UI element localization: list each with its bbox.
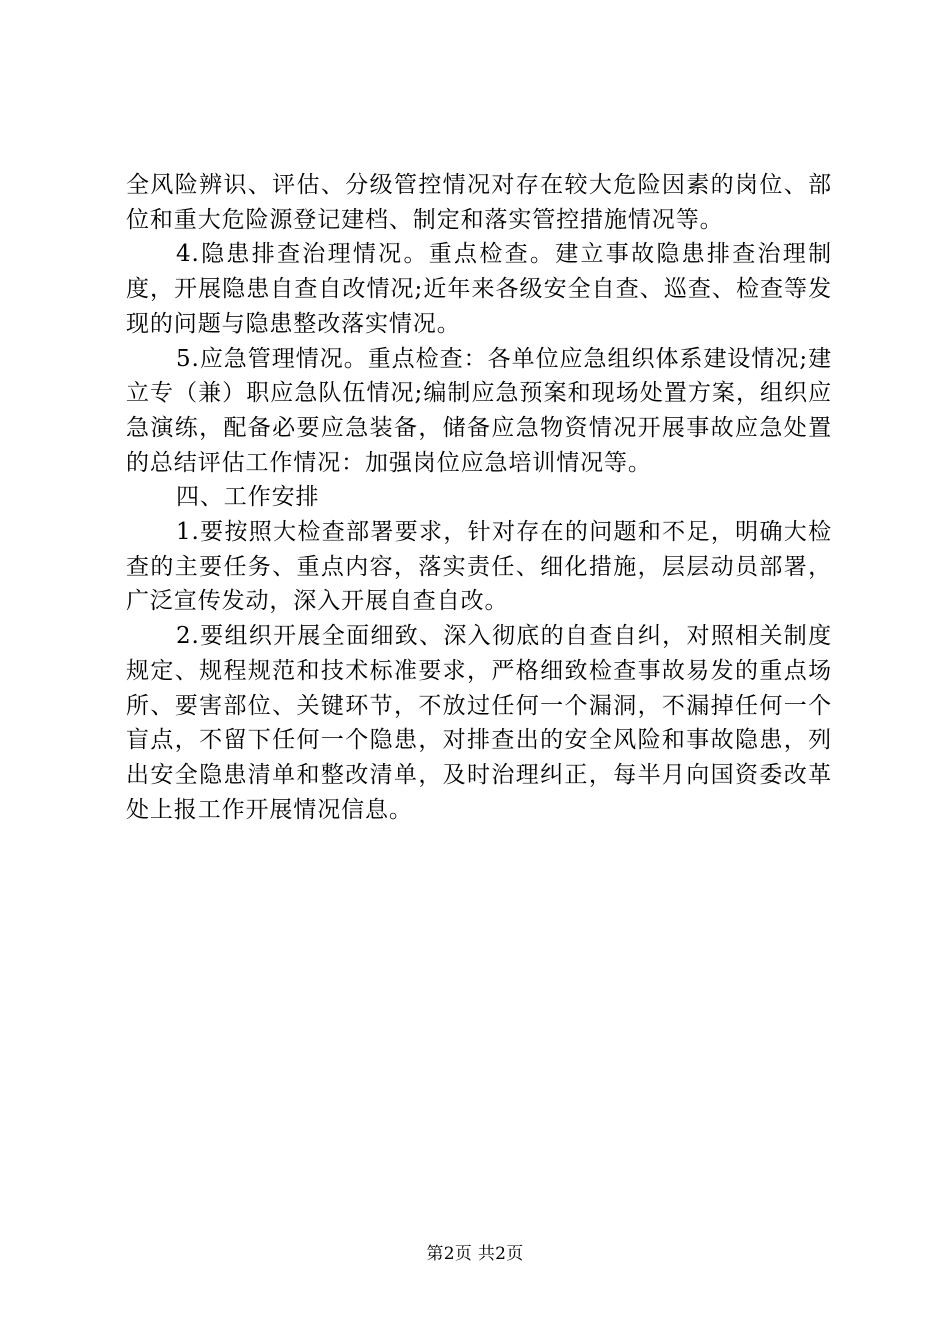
document-body <box>126 168 832 827</box>
paragraph-deployment-requirements: 1.要按照大检查部署要求，针对存在的问题和不足，明确大检查的主要任务、重点内容，落实责任、细化措施，层层动员部署，广泛宣传发动，深入开展自查自改。 <box>126 519 832 615</box>
paragraph-hazard-inspection: 4.隐患排查治理情况。重点检查。建立事故隐患排查治理制度，开展隐患自查自改情况;近年来各级安全自查、巡查、检查等发现的问题与隐患整改落实情况。 <box>126 241 832 337</box>
section-heading-work-arrangement: 四、工作安排 <box>176 484 320 511</box>
page-number-footer: 第2页 共2页 <box>426 1244 524 1264</box>
paragraph-emergency-management: 5.应急管理情况。重点检查：各单位应急组织体系建设情况;建立专（兼）职应急队伍情况;编制应急预案和现场处置方案，组织应急演练，配备必要应急装备，储备应急物资情况开展事故应急处置的总结评估工作情况：加强岗位应急培训情况等。 <box>126 345 832 476</box>
paragraph-risk-control: 全风险辨识、评估、分级管控情况对存在较大危险因素的岗位、部位和重大危险源登记建档、制定和落实管控措施情况等。 <box>126 172 832 233</box>
paragraph-self-inspection: 2.要组织开展全面细致、深入彻底的自查自纠，对照相关制度规定、规程规范和技术标准要求，严格细致检查事故易发的重点场所、要害部位、关键环节，不放过任何一个漏洞，不漏掉任何一个盲点，不留下任何一个隐患，对排查出的安全风险和事故隐患，列出安全隐患清单和整改清单，及时治理纠正，每半月向国资委改革处上报工作开展情况信息。 <box>126 623 832 823</box>
